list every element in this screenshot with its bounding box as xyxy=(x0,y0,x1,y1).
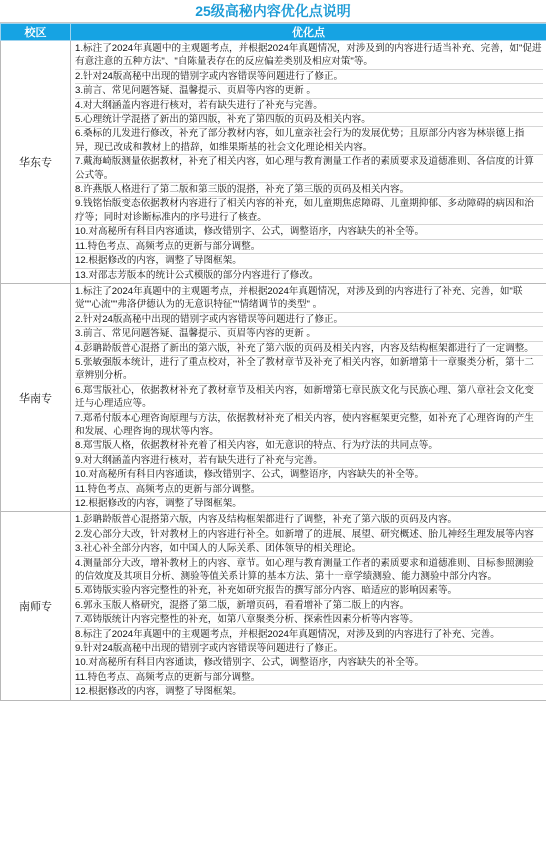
list-item: 3.前言、常见问题答疑、温馨提示、页眉等内容的更新 。 xyxy=(75,327,543,341)
list-item: 5.张敏强版本统计，进行了重点校对，补全了教材章节及补充了相关内容，如新增第十一章聚类分析，第十二章辨别分析。 xyxy=(75,356,543,384)
list-item: 12.根据修改的内容，调整了导图框架。 xyxy=(75,686,242,698)
list-item: 8.郑雪版人格，依据教材补充着了相关内容，如无意识的特点、行为疗法的共同点等。 xyxy=(75,439,543,453)
list-item: 6.郭永玉版人格研究，混搭了第二版，新增页码，看看增补了第二版上的内容。 xyxy=(75,599,543,613)
list-item: 11.特色考点、高频考点的更新与部分调整。 xyxy=(75,483,543,497)
list-item: 4.彭聃龄版普心混搭了新出的第六版，补充了第六版的页码及相关内容，内容及结构框架都进行了一定调整。 xyxy=(75,342,543,356)
list-item: 1.标注了2024年真题中的主观题考点，并根据2024年真题情况，对涉及到的内容进行了补充、完善，如"联觉""心流""弗洛伊德认为的无意识特征""情绪调节的类型" 。 xyxy=(75,285,543,313)
list-item: 12.根据修改的内容，调整了导图框架。 xyxy=(75,254,543,268)
list-item: 10.对高秘所有科目内容通读，修改错别字、公式，调整语序，内容缺失的补全等。 xyxy=(75,656,543,670)
campus-cell: 华东专 xyxy=(1,41,71,284)
list-item: 4.对大纲涵盖内容进行核对，若有缺失进行了补充与完善。 xyxy=(75,99,543,113)
optimization-cell xyxy=(71,512,546,700)
list-item: 4.测量部分大改，增补教材上的内容、章节。如心理与教育测量工作者的素质要求和道德准则、目标参照测验的信效度及其项目分析、测验等值关系计算的基本方法、第十一章学绩测验、能力测验中部分内容。 xyxy=(75,557,543,585)
header-optimization: 优化点 xyxy=(71,24,546,41)
list-item: 6.桑标的儿发进行修改，补充了部分教材内容，如儿童亲社会行为的发展优势；且原部分内容为林崇德上指异，现已改成和教材上的措辞，如维果斯基的社会文化理论相关内容。 xyxy=(75,127,543,155)
list-item: 2.针对24版高秘中出现的错别字或内容错误等问题进行了修正。 xyxy=(75,70,543,84)
table-body xyxy=(1,41,546,701)
header-campus: 校区 xyxy=(1,24,71,41)
list-item: 7.戴海崎版测量依据教材，补充了相关内容，如心理与教育测量工作者的素质要求及道德准则、各信度的计算公式等。 xyxy=(75,155,543,183)
list-item: 8.标注了2024年真题中的主观题考点，并根据2024年真题情况，对涉及到的内容进行了补充、完善。 xyxy=(75,628,543,642)
list-item: 1.标注了2024年真题中的主观题考点，并根据2024年真题情况，对涉及到的内容进行适当补充、完善，如"促进有意注意的五种方法"、"自陈量表存在的反应偏差类别及相应对策"等。 xyxy=(75,42,543,70)
optimization-cell xyxy=(71,41,546,284)
optimization-cell xyxy=(71,283,546,512)
list-item: 12.根据修改的内容，调整了导图框架。 xyxy=(75,498,242,509)
campus-cell: 南师专 xyxy=(1,512,71,700)
list-item: 3.前言、常见问题答疑、温馨提示、页眉等内容的更新 。 xyxy=(75,84,543,98)
table-header-row xyxy=(1,24,546,41)
optimization-table xyxy=(0,23,546,701)
list-item: 10.对高秘所有科目内容通读，修改错别字、公式，调整语序，内容缺失的补全等。 xyxy=(75,225,543,239)
campus-cell: 华南专 xyxy=(1,283,71,512)
list-item: 7.邓铸版统计内容完整性的补充，如第八章聚类分析、探索性因素分析等内容等。 xyxy=(75,613,543,627)
list-item: 7.郑希付版本心理咨询原理与方法，依据教材补充了相关内容，使内容框架更完整，如补充了心理咨询的产生和发展、心理咨询的现状等内容。 xyxy=(75,412,543,440)
list-item: 1.彭聃龄版普心混搭第六版，内容及结构框架都进行了调整，补充了第六版的页码及内容。 xyxy=(75,513,543,527)
table-row xyxy=(1,283,546,512)
list-item: 2.发心部分大改，针对教材上的内容进行补全。如新增了的进展、展望、研究概述、胎儿神经生理发展等内容 xyxy=(75,528,543,542)
list-item: 8.许燕版人格进行了第二版和第三版的混搭，补充了第三版的页码及相关内容。 xyxy=(75,183,543,197)
table-row xyxy=(1,41,546,284)
list-item: 10.对高秘所有科目内容通读，修改错别字、公式，调整语序，内容缺失的补全等。 xyxy=(75,468,543,482)
list-item: 9.对大纲涵盖内容进行核对，若有缺失进行了补充与完善。 xyxy=(75,454,543,468)
list-item: 9.针对24版高秘中出现的错别字或内容错误等问题进行了修正。 xyxy=(75,642,543,656)
document-title: 25级高秘内容优化点说明 xyxy=(0,0,546,23)
list-item: 6.郑雪版社心，依据教材补充了教材章节及相关内容，如新增第七章民族文化与民族心理、第八章社会文化变迁与心理适应等。 xyxy=(75,384,543,412)
list-item: 9.钱铭怡版变态依据教材内容进行了相关内容的补充，如儿童期焦虑障碍、儿童期抑郁、多动障碍的病因和治疗等；同时对诊断标准内的序号进行了核查。 xyxy=(75,197,543,225)
list-item: 5.心理统计学混搭了新出的第四版，补充了第四版的页码及相关内容。 xyxy=(75,113,543,127)
list-item: 11.特色考点、高频考点的更新与部分调整。 xyxy=(75,671,543,685)
list-item: 13.对邵志芳版本的统计公式模版的部分内容进行了修改。 xyxy=(75,269,319,281)
list-item: 3.社心补全部分内容，如中国人的人际关系、团体领导的相关理论。 xyxy=(75,542,543,556)
list-item: 5.邓铸版实验内容完整性的补充，补充如研究报告的撰写部分内容、暗适应的影响因素等。 xyxy=(75,584,543,598)
table-row xyxy=(1,512,546,700)
list-item: 2.针对24版高秘中出现的错别字或内容错误等问题进行了修正。 xyxy=(75,313,543,327)
list-item: 11.特色考点、高频考点的更新与部分调整。 xyxy=(75,240,543,254)
